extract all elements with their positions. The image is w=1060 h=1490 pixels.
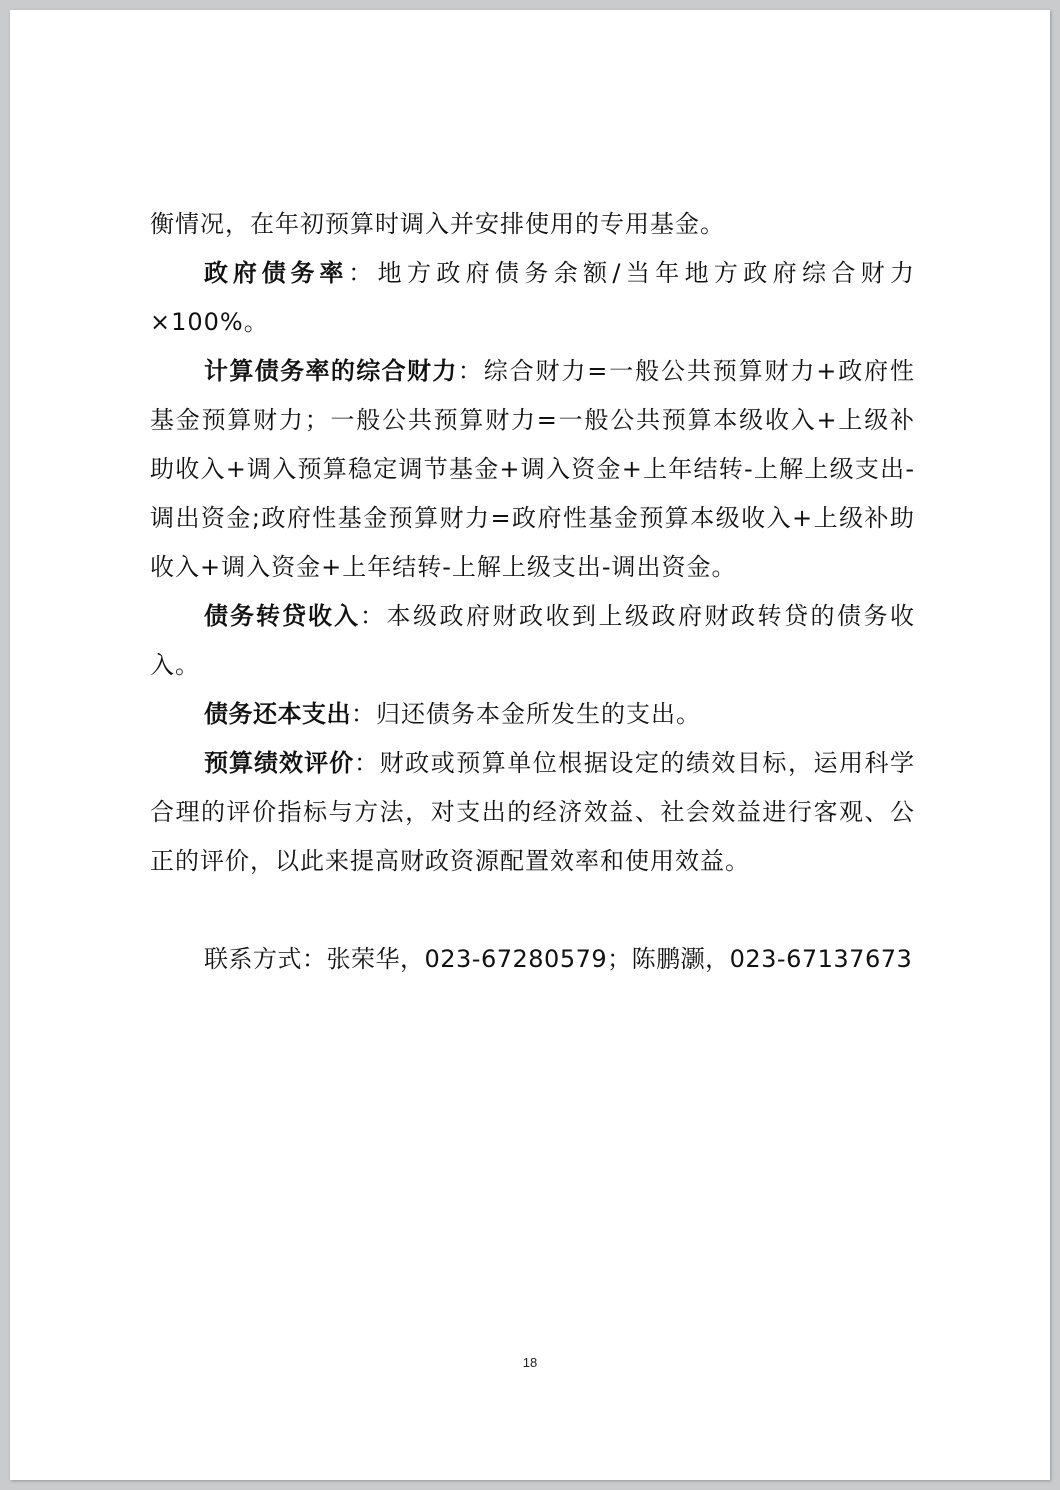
- definition-text: 财政或预算单位根据设定的绩效目标，运用科学合理的评价指标与方法，对支出的经济效益、社会效益进行客观、公正的评价，以此来提高财政资源配置效率和使用效益。: [150, 749, 916, 875]
- definition-separator: ：: [348, 259, 378, 287]
- definition-text: 综合财力=一般公共预算财力+政府性基金预算财力；一般公共预算财力=一般公共预算本级收入+上级补助收入+调入预算稳定调节基金+调入资金+上年结转-上解上级支出-调出资金;政府性基金预算财力=政府性基金预算本级收入+上级补助收入+调入资金+上年结转-上解上级支出-调出资金。: [150, 357, 916, 581]
- definition-separator: ：: [354, 749, 380, 777]
- definition-debt-onlending-revenue: [150, 592, 915, 690]
- definition-debt-ratio: [150, 249, 915, 347]
- definition-term: 债务还本支出: [204, 700, 351, 728]
- definition-text: 本级政府财政收到上级政府财政转贷的债务收入。: [150, 602, 915, 679]
- definition-term: 预算绩效评价: [204, 749, 355, 777]
- definition-budget-performance-evaluation: [150, 739, 915, 886]
- document-page: [10, 10, 1050, 1480]
- contact-info: 联系方式：张荣华，023-67280579；陈鹏灏，023-67137673: [204, 945, 913, 973]
- definition-comprehensive-fiscal-capacity: [150, 347, 915, 592]
- definition-term: 政府债务率: [204, 259, 349, 287]
- page-number: 18: [522, 1355, 538, 1370]
- definition-debt-principal-repayment: [150, 690, 915, 739]
- definition-text: 归还债务本金所发生的支出。: [376, 700, 701, 728]
- document-body: [150, 200, 915, 984]
- definition-separator: ：: [457, 357, 484, 385]
- definition-text: 地方政府债务余额/当年地方政府综合财力×100%。: [150, 259, 916, 336]
- definition-separator: ：: [351, 700, 376, 728]
- paragraph-continuation: 衡情况，在年初预算时调入并安排使用的专用基金。: [150, 210, 725, 238]
- definition-term: 债务转贷收入: [204, 602, 360, 630]
- definition-separator: ：: [360, 602, 387, 630]
- definition-term: 计算债务率的综合财力: [204, 357, 458, 385]
